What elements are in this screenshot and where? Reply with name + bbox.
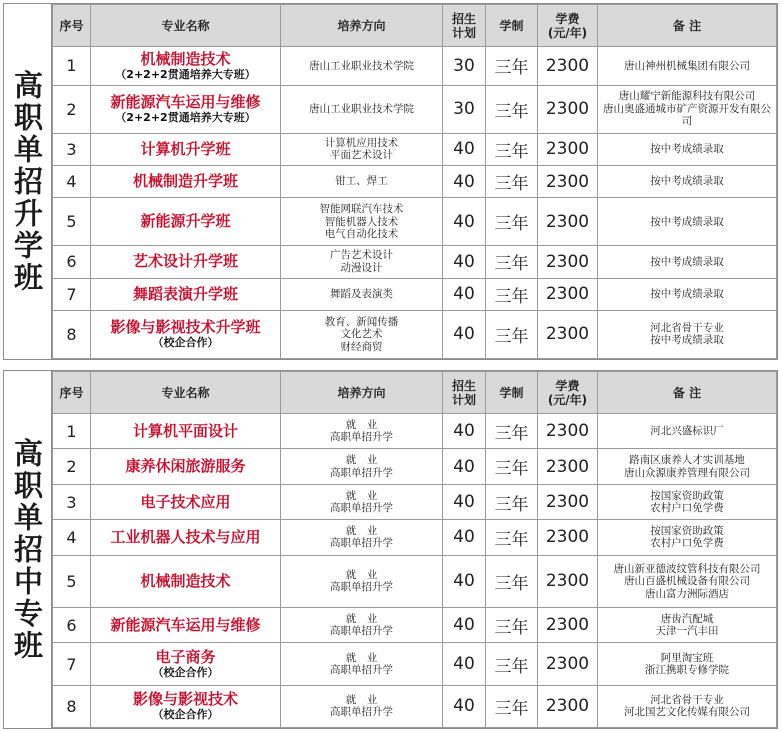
header-direction [281,372,443,414]
direction-line: 平面艺术设计 [330,149,393,162]
section-1-side [4,4,52,359]
duration: 三年 [486,246,538,278]
header-quota [443,5,486,47]
direction-cell [281,449,443,484]
major-name: 新能源汽车运用与维修 [110,615,261,634]
tuition-fee: 2300 [538,198,598,246]
note-cell [598,198,777,246]
direction-cell [281,555,443,607]
header-name [91,372,281,414]
direction-line: 钳工、焊工 [335,175,388,188]
header-quota [443,372,486,414]
major-name-cell [91,643,281,685]
header-name-text: 专业名称 [161,385,210,400]
row-number: 4 [53,165,91,197]
direction-line: 就 业 [345,612,378,625]
quota: 40 [443,246,486,278]
note-cell [598,47,777,86]
note-line: 按中考成绩录取 [650,175,724,188]
quota: 40 [443,278,486,310]
note-line: 河北省骨干专业 [650,693,724,706]
duration: 三年 [486,608,538,643]
header-note [598,5,777,47]
major-name-cell [91,310,281,358]
duration: 三年 [486,47,538,86]
section-2-side [4,371,52,728]
table-row [53,555,777,607]
section-2-table [52,371,777,728]
section-2-block [3,370,778,729]
direction-line: 舞蹈及表演类 [330,288,393,301]
note-line: 按中考成绩录取 [650,288,724,301]
header-fee-text: 学费 [555,378,580,393]
header-note [598,372,777,414]
direction-line: 高职单招升学 [330,706,393,719]
section-1-title: 高职单招升学班 [10,69,44,294]
duration: 三年 [486,414,538,449]
header-fee [538,5,598,47]
direction-cell [281,278,443,310]
duration: 三年 [486,165,538,197]
header-direction [281,5,443,47]
direction-cell [281,133,443,165]
note-cell [598,449,777,484]
duration: 三年 [486,310,538,358]
major-name: 机械制造升学班 [132,172,238,191]
table-row [53,643,777,685]
note-cell [598,85,777,133]
major-name: 新能源汽车运用与维修 [110,93,261,112]
major-name: 工业机器人技术与应用 [110,527,261,546]
row-number: 4 [53,520,91,555]
tuition-fee: 2300 [538,520,598,555]
table-row [53,47,777,86]
major-name: 机械制造技术 [140,49,231,68]
quota: 30 [443,85,486,133]
tuition-fee: 2300 [538,449,598,484]
direction-line: 就 业 [345,418,378,431]
tuition-fee: 2300 [538,246,598,278]
direction-line: 就 业 [345,489,378,502]
header-direction-text: 培养方向 [337,385,386,400]
quota: 40 [443,133,486,165]
direction-line: 高职单招升学 [330,537,393,550]
quota: 40 [443,643,486,685]
note-line: 按国家资助政策 [650,524,724,537]
header-name-text: 专业名称 [161,18,210,33]
table-row [53,449,777,484]
quota: 40 [443,608,486,643]
table-row [53,484,777,519]
note-line: 按中考成绩录取 [650,215,724,228]
direction-cell [281,198,443,246]
major-name: 电子技术应用 [140,492,231,511]
major-name-cell [91,165,281,197]
note-line: 农村户口免学费 [650,502,724,515]
note-cell [598,608,777,643]
tuition-fee: 2300 [538,310,598,358]
direction-line: 唐山工业职业技术学院 [309,102,414,115]
quota: 40 [443,198,486,246]
major-name: 康养休闲旅游服务 [125,457,246,476]
quota: 40 [443,165,486,197]
header-quota-text: 计划 [451,392,476,407]
header-quota-text: 招生 [451,378,476,393]
direction-line: 高职单招升学 [330,431,393,444]
major-name: 新能源升学班 [140,212,231,231]
note-line: 唐齿汽配城 [660,612,714,625]
row-number: 3 [53,484,91,519]
header-duration-text: 学制 [499,18,524,33]
major-name-cell [91,133,281,165]
note-line: 唐山神州机械集团有限公司 [624,59,750,72]
note-line: 阿里淘宝班 [660,651,714,664]
tuition-fee: 2300 [538,414,598,449]
duration: 三年 [486,278,538,310]
row-number: 8 [53,685,91,727]
major-name-cell [91,449,281,484]
table-body [53,47,777,359]
direction-cell [281,310,443,358]
major-name-cell [91,520,281,555]
major-name: 影像与影视技术 [132,690,238,709]
row-number: 3 [53,133,91,165]
row-number: 7 [53,643,91,685]
direction-line: 就 业 [345,454,378,467]
direction-line: 就 业 [345,568,378,581]
tuition-fee: 2300 [538,643,598,685]
row-number: 5 [53,198,91,246]
table-row [53,85,777,133]
table-row [53,198,777,246]
direction-cell [281,643,443,685]
note-line: 天津一汽丰田 [655,625,719,638]
duration: 三年 [486,484,538,519]
row-number: 7 [53,278,91,310]
tuition-fee: 2300 [538,47,598,86]
direction-line: 智能网联汽车技术 [319,203,404,216]
major-subtitle: （2+2+2贯通培养大专班） [115,111,256,125]
tuition-fee: 2300 [538,165,598,197]
note-line: 按中考成绩录取 [650,334,724,347]
duration: 三年 [486,133,538,165]
quota: 40 [443,520,486,555]
major-name: 计算机平面设计 [132,421,238,440]
table-row [53,133,777,165]
direction-cell [281,685,443,727]
major-name-cell [91,198,281,246]
table-row [53,278,777,310]
major-name: 舞蹈表演升学班 [132,284,238,303]
table-row [53,310,777,358]
quota: 40 [443,484,486,519]
direction-line: 智能机器人技术 [324,215,399,228]
header-quota-text: 计划 [451,25,476,40]
table-row [53,608,777,643]
major-name: 机械制造技术 [140,571,231,590]
direction-line: 就 业 [345,693,378,706]
note-line: 唐山富力洲际酒店 [645,587,729,600]
direction-cell [281,484,443,519]
major-name-cell [91,246,281,278]
header-row [53,5,777,47]
note-line: 唐山百盛机械设备有限公司 [624,575,750,588]
note-cell [598,165,777,197]
header-fee [538,372,598,414]
direction-cell [281,47,443,86]
duration: 三年 [486,643,538,685]
table-body [53,414,777,728]
note-line: 路南区康养人才实训基地 [629,454,745,467]
direction-cell [281,85,443,133]
direction-line: 高职单招升学 [330,466,393,479]
major-name-cell [91,685,281,727]
quota: 40 [443,449,486,484]
table-row [53,246,777,278]
direction-line: 财经商贸 [340,340,383,353]
quota: 30 [443,47,486,86]
row-number: 2 [53,85,91,133]
tuition-fee: 2300 [538,278,598,310]
note-cell [598,246,777,278]
section-2-title: 高职单招中专班 [10,437,44,662]
major-name-cell [91,555,281,607]
duration: 三年 [486,685,538,727]
note-line: 按中考成绩录取 [650,142,724,155]
duration: 三年 [486,520,538,555]
row-number: 6 [53,608,91,643]
direction-cell [281,246,443,278]
major-name: 影像与影视技术升学班 [110,318,261,337]
header-fee-text: (元/年) [547,25,588,40]
major-subtitle: （2+2+2贯通培养大专班） [115,67,256,81]
major-name-cell [91,484,281,519]
direction-line: 高职单招升学 [330,581,393,594]
note-line: 唐山耀宁新能源科技有限公司 [618,90,756,103]
note-cell [598,414,777,449]
major-name: 电子商务 [155,648,216,667]
major-name-cell [91,608,281,643]
note-line: 按国家资助政策 [650,489,724,502]
duration: 三年 [486,449,538,484]
header-fee-text: (元/年) [547,392,588,407]
quota: 40 [443,310,486,358]
major-name-cell [91,47,281,86]
duration: 三年 [486,85,538,133]
direction-line: 文化艺术 [340,328,383,341]
header-no [53,5,91,47]
section-1-block [3,3,778,360]
header-direction-text: 培养方向 [337,18,386,33]
header-note-text: 备 注 [672,385,702,400]
major-name-cell [91,85,281,133]
quota: 40 [443,414,486,449]
table-row [53,165,777,197]
tuition-fee: 2300 [538,133,598,165]
table-row [53,685,777,727]
table-row [53,520,777,555]
major-subtitle: （校企合作） [152,336,219,350]
header-row [53,372,777,414]
direction-line: 高职单招升学 [330,664,393,677]
note-cell [598,133,777,165]
table-header [53,372,777,414]
note-cell [598,685,777,727]
note-line: 河北兴盛标识厂 [650,424,724,437]
major-name: 艺术设计升学班 [132,252,238,271]
tuition-fee: 2300 [538,85,598,133]
header-no-text: 序号 [59,385,84,400]
note-line: 唐山奥盛通城市矿产资源开发有限公司 [603,102,771,128]
duration: 三年 [486,198,538,246]
header-note-text: 备 注 [672,18,702,33]
major-name-cell [91,278,281,310]
tuition-fee: 2300 [538,685,598,727]
note-line: 按中考成绩录取 [650,255,724,268]
header-no-text: 序号 [59,18,84,33]
note-line: 河北省骨干专业 [650,321,724,334]
direction-cell [281,165,443,197]
note-cell [598,520,777,555]
tuition-fee: 2300 [538,555,598,607]
major-name: 计算机升学班 [140,139,231,158]
note-line: 河北国艺文化传媒有限公司 [624,706,750,719]
quota: 40 [443,685,486,727]
tuition-fee: 2300 [538,484,598,519]
direction-line: 就 业 [345,524,378,537]
tuition-fee: 2300 [538,608,598,643]
row-number: 8 [53,310,91,358]
section-1-table [52,4,777,359]
direction-line: 电气自动化技术 [324,228,399,241]
note-line: 唐山新亚德波纹管科技有限公司 [613,562,761,575]
note-line: 农村户口免学费 [650,537,724,550]
note-cell [598,484,777,519]
note-cell [598,310,777,358]
header-quota-text: 招生 [451,11,476,26]
direction-line: 唐山工业职业技术学院 [309,59,414,72]
row-number: 2 [53,449,91,484]
major-subtitle: （校企合作） [152,666,219,680]
header-duration-text: 学制 [499,385,524,400]
note-cell [598,643,777,685]
row-number: 1 [53,414,91,449]
major-subtitle: （校企合作） [152,708,219,722]
header-duration [486,5,538,47]
note-cell [598,555,777,607]
duration: 三年 [486,555,538,607]
row-number: 5 [53,555,91,607]
direction-cell [281,520,443,555]
quota: 40 [443,555,486,607]
table-header [53,5,777,47]
note-line: 浙江携职专修学院 [645,664,729,677]
direction-cell [281,414,443,449]
header-no [53,372,91,414]
direction-line: 高职单招升学 [330,502,393,515]
row-number: 6 [53,246,91,278]
note-cell [598,278,777,310]
direction-line: 高职单招升学 [330,625,393,638]
direction-line: 教育、新闻传播 [324,315,399,328]
direction-line: 广告艺术设计 [330,249,393,262]
row-number: 1 [53,47,91,86]
header-fee-text: 学费 [555,11,580,26]
table-row [53,414,777,449]
header-name [91,5,281,47]
direction-cell [281,608,443,643]
header-duration [486,372,538,414]
note-line: 唐山众源康养管理有限公司 [624,466,750,479]
direction-line: 就 业 [345,651,378,664]
direction-line: 计算机应用技术 [324,136,399,149]
direction-line: 动漫设计 [340,261,383,274]
major-name-cell [91,414,281,449]
